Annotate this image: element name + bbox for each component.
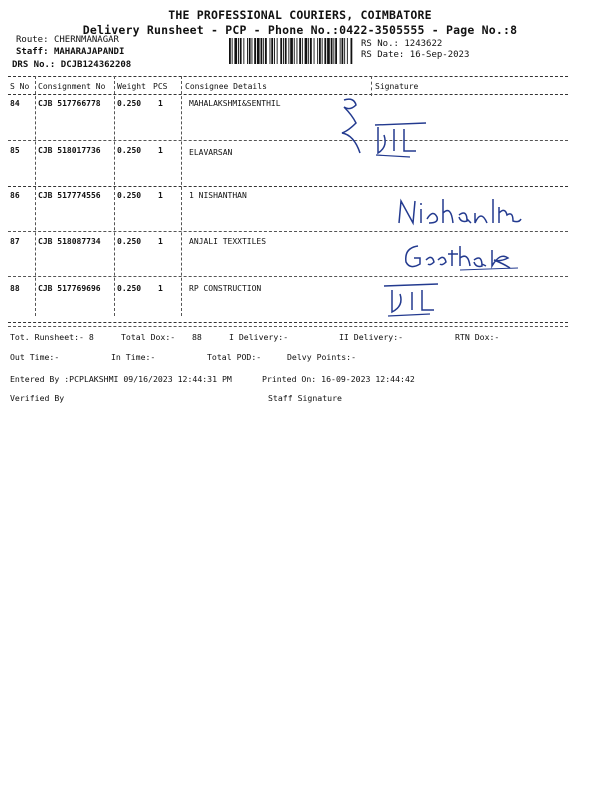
staff-value: MAHARAJAPANDI [53, 47, 125, 57]
row-sno: 86 [10, 191, 20, 200]
delvy-points: Delvy Points:- [287, 352, 357, 362]
signature-scribble-1 [330, 95, 440, 165]
table-header-rule [8, 94, 568, 95]
row-weight: 0.250 [117, 284, 142, 293]
ii-delivery: II Delivery:- [339, 332, 404, 342]
i-delivery: I Delivery:- [229, 332, 289, 342]
row-pcs: 1 [158, 191, 163, 200]
row-sno: 88 [10, 284, 20, 293]
in-time: In Time:- [111, 352, 156, 362]
row-pcs: 1 [158, 99, 163, 108]
col-divider [35, 76, 36, 316]
total-dox-label: Total Dox:- [121, 332, 176, 342]
route-label: Route: [16, 35, 49, 45]
rs-no-label: RS No.: [361, 39, 399, 49]
row-weight: 0.250 [117, 146, 142, 155]
col-divider [114, 76, 115, 316]
barcode-image [229, 38, 353, 64]
row-consignment: CJB 518087734 [38, 237, 101, 246]
col-divider [181, 76, 182, 316]
route-line [16, 35, 119, 45]
row-consignment: CJB 517774556 [38, 191, 101, 200]
drs-line [12, 60, 131, 70]
col-header-consignee: Consignee Details [185, 82, 267, 91]
tot-runsheet: Tot. Runsheet:- 8 [10, 332, 94, 342]
row-consignment: CJB 517769696 [38, 284, 101, 293]
rtn-dox: RTN Dox:- [455, 332, 500, 342]
row-consignment: CJB 517766778 [38, 99, 101, 108]
total-pod: Total POD:- [207, 352, 262, 362]
col-divider [371, 76, 372, 96]
row-separator [8, 276, 568, 277]
entered-by: Entered By :PCPLAKSHMI 09/16/2023 12:44:31 PM [10, 374, 232, 384]
rs-no-value: 1243622 [404, 39, 443, 49]
rs-date-value: 16-Sep-2023 [409, 50, 470, 60]
col-header-signature: Signature [375, 82, 419, 91]
row-weight: 0.250 [117, 237, 142, 246]
row-weight: 0.250 [117, 99, 142, 108]
col-header-pcs: PCS [153, 82, 168, 91]
row-pcs: 1 [158, 146, 163, 155]
row-pcs: 1 [158, 284, 163, 293]
row-consignment: CJB 518017736 [38, 146, 101, 155]
row-separator [8, 231, 568, 232]
signature-scribble-5 [380, 280, 450, 320]
table-bottom-rule [8, 322, 568, 323]
runsheet-subtitle: Delivery Runsheet - PCP - Phone No.:0422-3505555 - Page No.:8 [82, 23, 518, 37]
staff-line [16, 47, 124, 57]
staff-signature: Staff Signature [268, 393, 342, 403]
company-title: THE PROFESSIONAL COURIERS, COIMBATORE [168, 8, 432, 22]
row-sno: 87 [10, 237, 20, 246]
route-value: CHERNMANAGAR [53, 35, 119, 45]
signature-geetha [400, 240, 525, 274]
verified-by: Verified By [10, 393, 65, 403]
staff-label: Staff: [16, 47, 49, 57]
total-dox-value: 88 [192, 332, 202, 342]
row-weight: 0.250 [117, 191, 142, 200]
row-consignee: RP CONSTRUCTION [189, 284, 262, 293]
row-sno: 85 [10, 146, 20, 155]
signature-nishanthan [395, 195, 525, 231]
printed-on: Printed On: 16-09-2023 12:44:42 [262, 374, 415, 384]
row-consignee: 1 NISHANTHAN [189, 191, 247, 200]
rs-date-label: RS Date: [361, 50, 405, 60]
row-separator [8, 186, 568, 187]
rs-no-line [361, 39, 442, 49]
row-consignee: MAHALAKSHMI&SENTHIL [189, 99, 281, 108]
row-pcs: 1 [158, 237, 163, 246]
table-bottom-rule [8, 326, 568, 327]
col-header-consignment: Consignment No [38, 82, 106, 91]
row-consignee: ELAVARSAN [189, 148, 233, 157]
row-separator [8, 140, 568, 141]
table-top-rule [8, 76, 568, 77]
rs-date-line [361, 50, 469, 60]
drs-label: DRS No.: [12, 60, 56, 70]
out-time: Out Time:- [10, 352, 60, 362]
drs-value: DCJB124362208 [60, 60, 132, 70]
row-sno: 84 [10, 99, 20, 108]
col-header-sno: S No [10, 82, 30, 91]
col-header-weight: Weight [117, 82, 146, 91]
row-consignee: ANJALI TEXXTILES [189, 237, 267, 246]
